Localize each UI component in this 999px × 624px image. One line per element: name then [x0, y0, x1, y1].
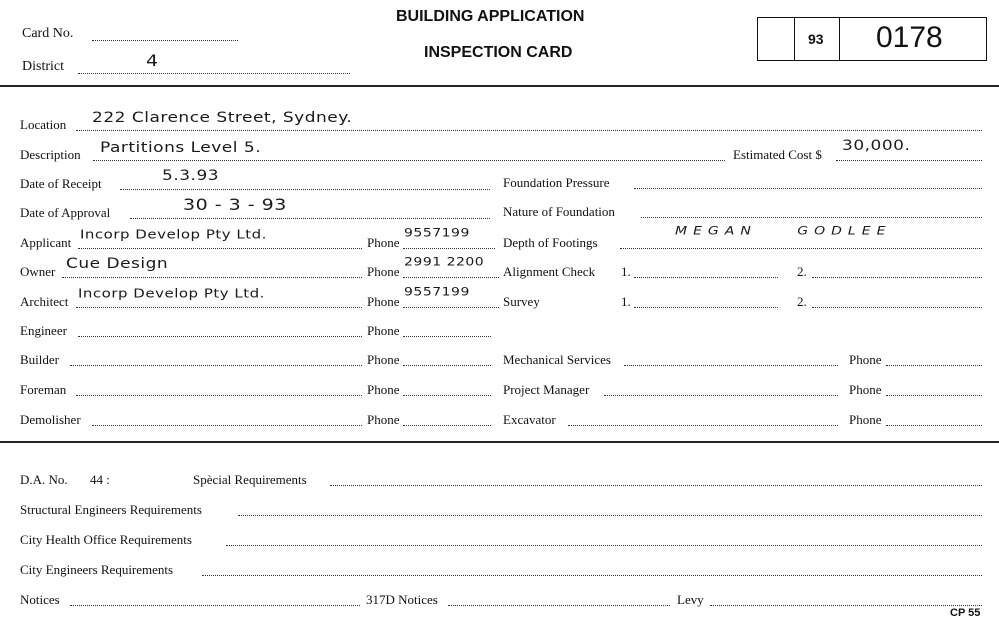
- form-code: CP 55: [950, 607, 981, 619]
- engineer-phone-field[interactable]: [403, 336, 491, 337]
- architect-field[interactable]: [76, 307, 362, 308]
- mechanical-services-label: Mechanical Services: [503, 352, 611, 367]
- da-no-value: 44 :: [90, 472, 110, 487]
- health-requirements-label: City Health Office Requirements: [20, 532, 192, 547]
- applicant-phone-label: Phone: [367, 235, 400, 250]
- applicant-field[interactable]: [78, 248, 362, 249]
- date-receipt-label: Date of Receipt: [20, 176, 102, 191]
- demolisher-phone-label: Phone: [367, 412, 400, 427]
- description-field[interactable]: [93, 160, 725, 161]
- survey-field-2[interactable]: [812, 307, 982, 308]
- city-engineers-label: City Engineers Requirements: [20, 562, 174, 577]
- structural-requirements-field[interactable]: [238, 515, 982, 516]
- date-receipt-value: 5.3.93: [162, 167, 220, 184]
- depth-footings-value: MEGAN GODLEE: [675, 224, 892, 238]
- project-manager-label: Project Manager: [503, 382, 590, 397]
- city-engineers-field[interactable]: [202, 575, 982, 576]
- project-manager-phone-label: Phone: [849, 382, 882, 397]
- district-label: District: [22, 59, 64, 74]
- date-receipt-field[interactable]: [120, 189, 490, 190]
- builder-field[interactable]: [70, 365, 362, 366]
- builder-label: Builder: [20, 352, 59, 367]
- district-value: 4: [146, 51, 159, 70]
- builder-phone-field[interactable]: [403, 365, 491, 366]
- foundation-pressure-field[interactable]: [634, 188, 982, 189]
- date-approval-field[interactable]: [130, 218, 490, 219]
- notices-317d-field[interactable]: [448, 605, 670, 606]
- alignment-check-field-2[interactable]: [812, 277, 982, 278]
- district-field[interactable]: [78, 73, 350, 74]
- engineer-phone-label: Phone: [367, 323, 400, 338]
- section-divider: [0, 441, 999, 443]
- card-no-label: Card No.: [22, 26, 74, 41]
- health-requirements-field[interactable]: [226, 545, 982, 546]
- foreman-phone-field[interactable]: [403, 395, 491, 396]
- project-manager-phone-field[interactable]: [886, 395, 982, 396]
- card-title-line2: INSPECTION CARD: [424, 44, 573, 61]
- applicant-phone-field[interactable]: [403, 248, 495, 249]
- foreman-label: Foreman: [20, 382, 67, 397]
- excavator-phone-label: Phone: [849, 412, 882, 427]
- survey-field-1[interactable]: [634, 307, 778, 308]
- builder-phone-label: Phone: [367, 352, 400, 367]
- engineer-label: Engineer: [20, 323, 67, 338]
- mechanical-phone-field[interactable]: [886, 365, 982, 366]
- excavator-field[interactable]: [568, 425, 838, 426]
- date-approval-value: 30 - 3 - 93: [183, 195, 287, 214]
- da-no-label: D.A. No.: [20, 472, 68, 487]
- applicant-label: Applicant: [20, 235, 72, 250]
- demolisher-phone-field[interactable]: [403, 425, 491, 426]
- card-no-field[interactable]: [92, 40, 238, 41]
- estimated-cost-value: 30,000.: [842, 137, 911, 154]
- notices-field[interactable]: [70, 605, 360, 606]
- excavator-label: Excavator: [503, 412, 556, 427]
- alignment-check-n2: 2.: [797, 264, 807, 279]
- mechanical-services-field[interactable]: [624, 365, 838, 366]
- owner-phone-label: Phone: [367, 264, 400, 279]
- owner-field[interactable]: [62, 277, 362, 278]
- project-manager-field[interactable]: [604, 395, 838, 396]
- depth-footings-field[interactable]: [620, 248, 982, 249]
- special-requirements-label: Spècial Requirements: [193, 472, 307, 487]
- estimated-cost-label: Estimated Cost $: [733, 147, 822, 162]
- survey-n2: 2.: [797, 294, 807, 309]
- description-value: Partitions Level 5.: [100, 139, 262, 156]
- owner-value: Cue Design: [66, 255, 169, 272]
- architect-phone-field[interactable]: [403, 307, 499, 308]
- location-label: Location: [20, 117, 67, 132]
- levy-label: Levy: [677, 592, 704, 607]
- location-value: 222 Clarence Street, Sydney.: [92, 109, 353, 126]
- alignment-check-n1: 1.: [621, 264, 631, 279]
- architect-phone-label: Phone: [367, 294, 400, 309]
- mechanical-phone-label: Phone: [849, 352, 882, 367]
- notices-label: Notices: [20, 592, 60, 607]
- demolisher-label: Demolisher: [20, 412, 81, 427]
- card-title-line1: BUILDING APPLICATION: [396, 8, 585, 25]
- card-number-box: [757, 17, 987, 61]
- owner-phone-field[interactable]: [403, 277, 499, 278]
- structural-requirements-label: Structural Engineers Requirements: [20, 502, 202, 517]
- estimated-cost-field[interactable]: [836, 160, 982, 161]
- notices-317d-label: 317D Notices: [366, 592, 438, 607]
- architect-phone-value: 9557199: [404, 285, 470, 299]
- survey-n1: 1.: [621, 294, 631, 309]
- location-field[interactable]: [76, 130, 982, 131]
- architect-value: Incorp Develop Pty Ltd.: [78, 285, 265, 301]
- header-divider: [0, 85, 999, 87]
- levy-field[interactable]: [710, 605, 982, 606]
- card-year: 93: [808, 31, 824, 47]
- applicant-phone-value: 9557199: [404, 226, 470, 240]
- architect-label: Architect: [20, 294, 69, 309]
- owner-label: Owner: [20, 264, 56, 279]
- card-number: 0178: [876, 21, 943, 54]
- owner-phone-value: 2991 2200: [404, 255, 485, 269]
- alignment-check-field-1[interactable]: [634, 277, 778, 278]
- foreman-phone-label: Phone: [367, 382, 400, 397]
- alignment-check-label: Alignment Check: [503, 264, 596, 279]
- nature-foundation-label: Nature of Foundation: [503, 204, 615, 219]
- date-approval-label: Date of Approval: [20, 205, 111, 220]
- demolisher-field[interactable]: [92, 425, 362, 426]
- applicant-value: Incorp Develop Pty Ltd.: [80, 226, 267, 242]
- description-label: Description: [20, 147, 81, 162]
- excavator-phone-field[interactable]: [886, 425, 982, 426]
- foreman-field[interactable]: [76, 395, 362, 396]
- nature-foundation-field[interactable]: [641, 217, 982, 218]
- survey-label: Survey: [503, 294, 540, 309]
- engineer-field[interactable]: [78, 336, 362, 337]
- foundation-pressure-label: Foundation Pressure: [503, 175, 610, 190]
- depth-footings-label: Depth of Footings: [503, 235, 598, 250]
- special-requirements-field[interactable]: [330, 485, 982, 486]
